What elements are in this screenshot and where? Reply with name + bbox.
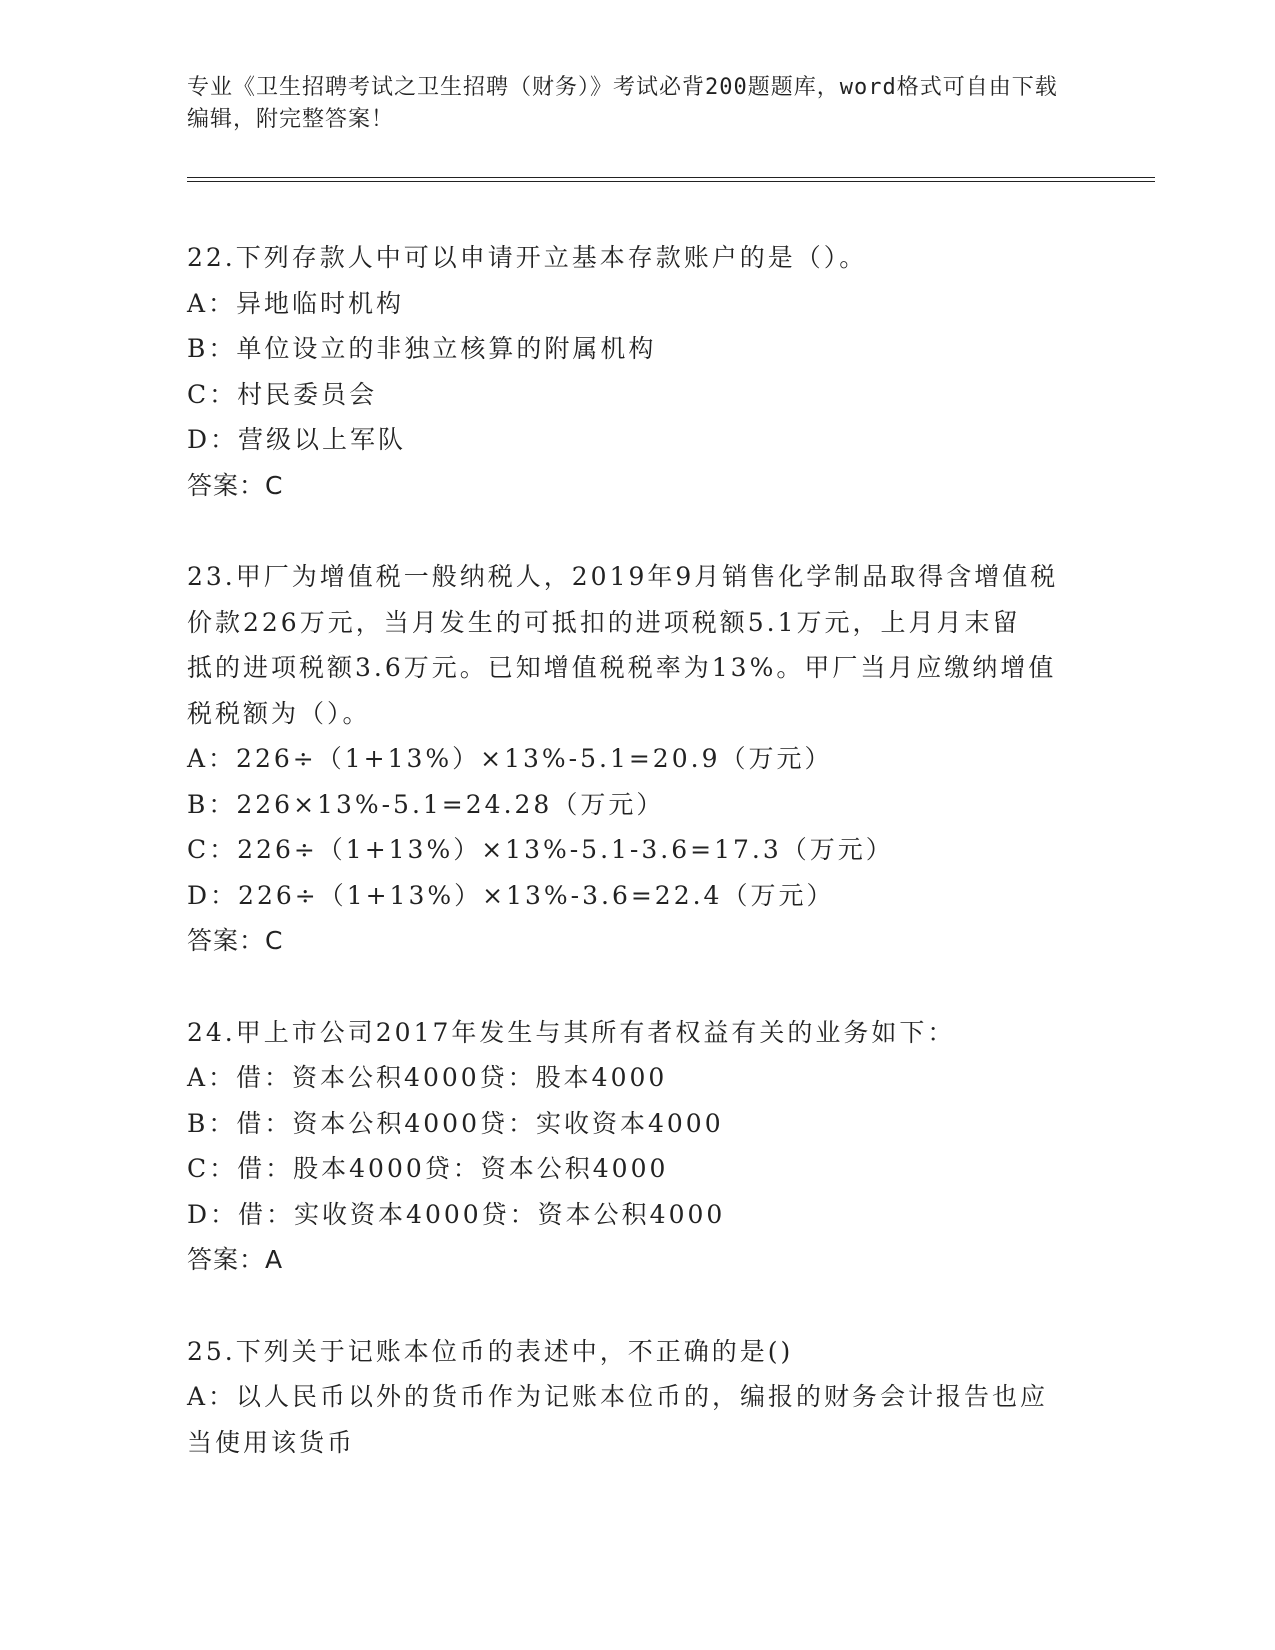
option-d: D：226÷（1+13%）×13%-3.6=22.4（万元） [187,880,835,910]
option-a-continued: 当使用该货币 [187,1427,356,1457]
question-stem: 抵的进项税额3.6万元。已知增值税税率为13%。甲厂当月应缴纳增值 [187,653,1057,682]
answer-line: 答案：C [187,470,284,500]
option-c: C：借：股本4000贷：资本公积4000 [187,1154,669,1183]
option-a: A：借：资本公积4000贷：股本4000 [187,1063,668,1092]
question-stem: 23.甲厂为增值税一般纳税人，2019年9月销售化学制品取得含增值税 [187,562,1059,591]
option-d: D：营级以上军队 [187,425,407,454]
option-a: A：异地临时机构 [187,288,405,318]
option-b: B：226×13%-5.1=24.28（万元） [187,789,665,819]
question-list [187,235,1087,1511]
question-stem: 价款226万元，当月发生的可抵扣的进项税额5.1万元，上月月末留 [187,607,1021,637]
option-c: C：村民委员会 [187,379,378,409]
question-22 [187,235,1087,508]
answer-line: 答案：A [187,1245,284,1274]
option-c: C：226÷（1+13%）×13%-5.1-3.6=17.3（万元） [187,835,894,864]
option-a: A：226÷（1+13%）×13%-5.1=20.9（万元） [187,744,833,773]
option-b: B：借：资本公积4000贷：实收资本4000 [187,1108,724,1138]
header-divider-top [187,177,1155,178]
option-b: B：单位设立的非独立核算的附属机构 [187,334,657,363]
question-stem: 22.下列存款人中可以申请开立基本存款账户的是（）。 [187,243,868,272]
question-stem: 25.下列关于记账本位币的表述中，不正确的是() [187,1336,794,1366]
header-divider-bottom [187,181,1155,182]
question-stem: 税税额为（）。 [187,698,371,728]
question-24 [187,1010,1087,1283]
question-25 [187,1329,1087,1466]
answer-line: 答案：C [187,926,284,955]
question-stem: 24.甲上市公司2017年发生与其所有者权益有关的业务如下： [187,1017,956,1047]
option-a: A：以人民币以外的货币作为记账本位币的，编报的财务会计报告也应 [187,1382,1049,1411]
option-d: D：借：实收资本4000贷：资本公积4000 [187,1199,726,1229]
question-23 [187,554,1087,964]
document-header: 专业《卫生招聘考试之卫生招聘（财务）》考试必背200题题库，word格式可自由下载编辑，附完整答案！ [187,75,1058,132]
